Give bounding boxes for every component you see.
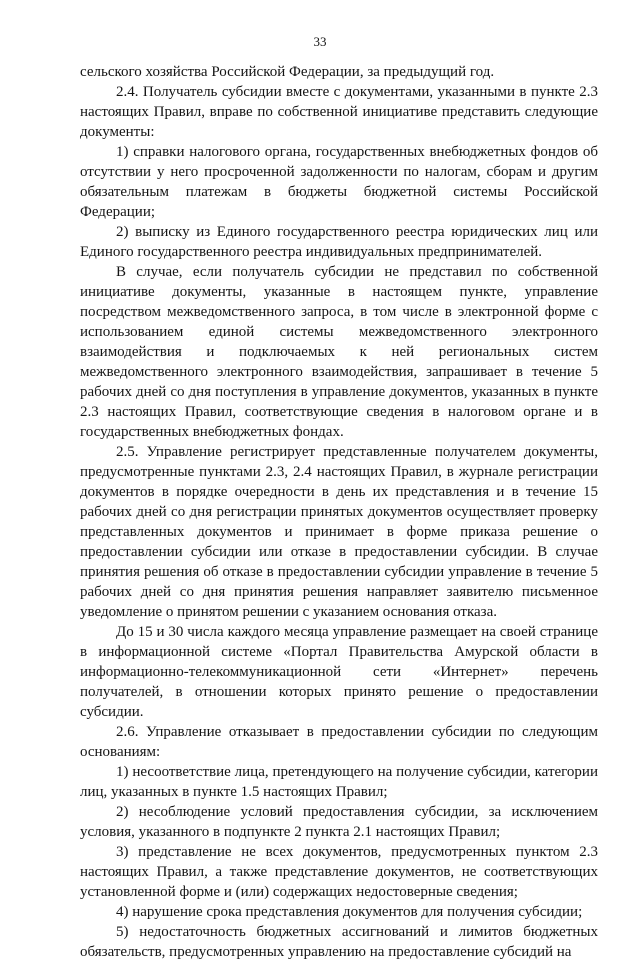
paragraph-2-6-item-3: 3) представление не всех документов, предусмотренных пунктом 2.3 настоящих Правил, а также представление документов, не соответствующих установленной форме и (или) содержащих недостоверные сведения; [80, 844, 598, 900]
paragraph-2-6-item-5: 5) недостаточность бюджетных ассигнований и лимитов бюджетных обязательств, предусмотренных управлению на предоставление субсидий на [80, 924, 598, 960]
paragraph-2-6-item-4: 4) нарушение срока представления документов для получения субсидии; [116, 904, 583, 920]
paragraph-2-5: 2.5. Управление регистрирует представленные получателем документы, предусмотренные пунктами 2.3, 2.4 настоящих Правил, в журнале регистрации документов в порядке очередности в день их представления и в течение 15 рабочих дней со дня регистрации принятых документов осуществляет проверку представленных документов и принимает в форме приказа решение о предоставлении субсидии или отказе в предоставлении субсидии. В случае принятия решения об отказе в предоставлении субсидии управление в течение 5 рабочих дней со дня принятия решения направляет заявителю письменное уведомление о принятом решении с указанием основания отказа. [80, 444, 598, 620]
paragraph-2-4-item-1: 1) справки налогового органа, государственных внебюджетных фондов об отсутствии у него просроченной задолженности по налогам, сборам и другим обязательным платежам в бюджеты бюджетной системы Российской Федерации; [80, 144, 598, 220]
paragraph-2-4-note: В случае, если получатель субсидии не представил по собственной инициативе документы, указанные в настоящем пункте, управление посредством межведомственного запроса, в том числе в электронной форме с использованием единой системы межведомственного электронного взаимодействия и подключаемых к ней региональных систем межведомственного электронного взаимодействия, запрашивает в течение 5 рабочих дней со дня поступления в управление документов, указанных в пункте 2.3 настоящих Правил, соответствующие сведения в налоговом органе и в государственных внебюджетных фондах. [80, 264, 598, 440]
paragraph-2-5-publication: До 15 и 30 числа каждого месяца управление размещает на своей странице в информационной системе «Портал Правительства Амурской области в информационно-телекоммуникационной сети «Интернет» перечень получателей, в отношении которых принято решение о предоставлении субсидии. [80, 624, 598, 720]
paragraph-2-6-item-2: 2) несоблюдение условий предоставления субсидии, за исключением условия, указанного в подпункте 2 пункта 2.1 настоящих Правил; [80, 804, 598, 840]
paragraph-2-6-item-1: 1) несоответствие лица, претендующего на получение субсидии, категории лиц, указанных в пункте 1.5 настоящих Правил; [80, 764, 598, 800]
document-body [80, 62, 598, 962]
paragraph-2-6: 2.6. Управление отказывает в предоставлении субсидии по следующим основаниям: [80, 724, 598, 760]
paragraph-2-4: 2.4. Получатель субсидии вместе с документами, указанными в пункте 2.3 настоящих Правил, вправе по собственной инициативе представить следующие документы: [80, 84, 598, 140]
page-number: 33 [313, 34, 327, 49]
paragraph-continuation: сельского хозяйства Российской Федерации, за предыдущий год. [80, 64, 495, 80]
paragraph-2-4-item-2: 2) выписку из Единого государственного реестра юридических лиц или Единого государственного реестра индивидуальных предпринимателей. [80, 224, 598, 260]
